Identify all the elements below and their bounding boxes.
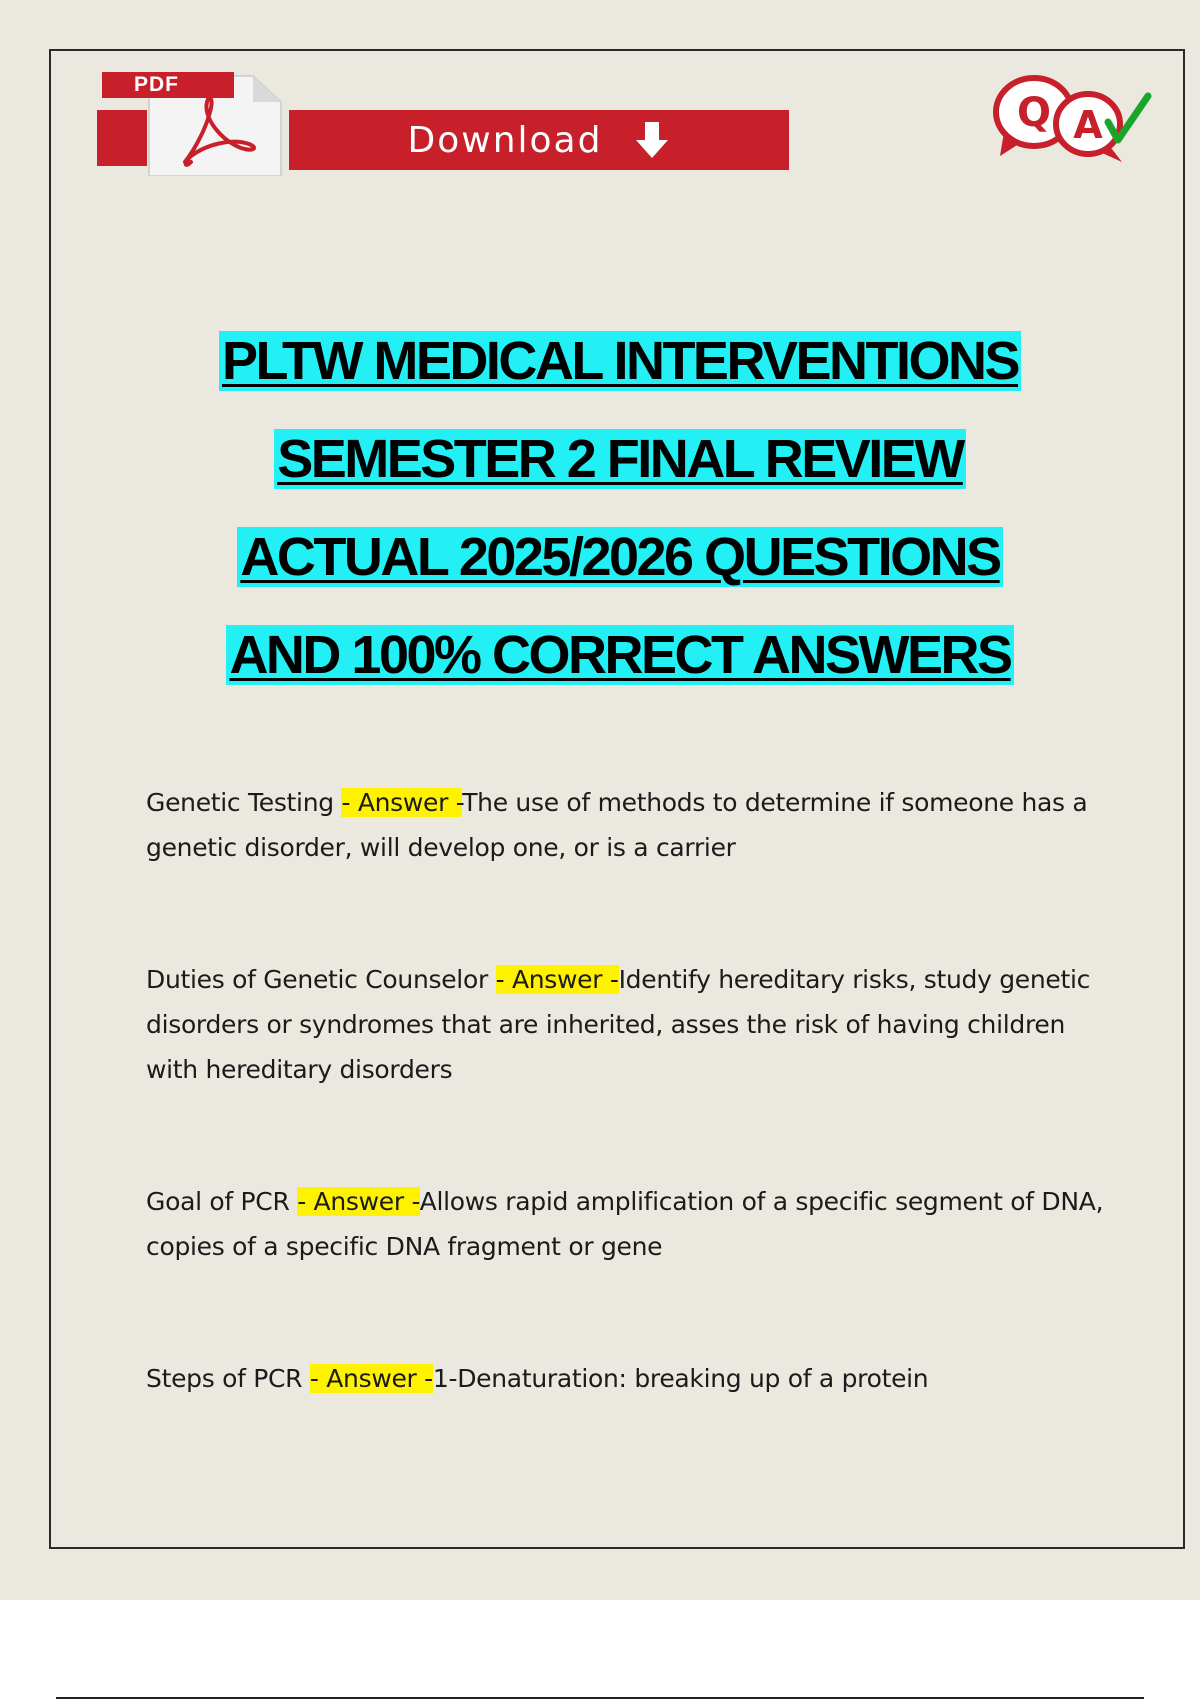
pdf-label: PDF bbox=[102, 72, 234, 98]
download-button[interactable] bbox=[289, 110, 789, 170]
question-term: Goal of PCR bbox=[146, 1187, 298, 1216]
qa-item-steps-of-pcr bbox=[146, 1356, 1106, 1401]
arrow-down-icon bbox=[634, 120, 670, 160]
qa-logo bbox=[990, 70, 1160, 170]
question-term: Steps of PCR bbox=[146, 1364, 310, 1393]
logo-letter-a: A bbox=[1073, 103, 1103, 147]
qa-checkmark-logo bbox=[990, 70, 1160, 170]
qa-item-goal-of-pcr bbox=[146, 1179, 1106, 1269]
answer-marker: - Answer - bbox=[341, 788, 463, 817]
document-title bbox=[100, 312, 1140, 704]
answer-text: The use of methods to determine if someone has a genetic disorder, will develop one, or is a carrier bbox=[146, 788, 1088, 862]
download-label: Download bbox=[407, 119, 603, 161]
pdf-download-banner[interactable] bbox=[97, 70, 797, 180]
answer-marker: - Answer - bbox=[309, 1364, 433, 1393]
qa-item-genetic-testing bbox=[146, 780, 1106, 870]
banner-left-bar bbox=[97, 110, 147, 166]
answer-marker: - Answer - bbox=[495, 965, 619, 994]
title-line-3: ACTUAL 2025/2026 QUESTIONS bbox=[237, 527, 1002, 587]
title-line-1: PLTW MEDICAL INTERVENTIONS bbox=[219, 331, 1021, 391]
title-line-2: SEMESTER 2 FINAL REVIEW bbox=[274, 429, 966, 489]
question-term: Genetic Testing bbox=[146, 788, 342, 817]
bottom-divider bbox=[56, 1697, 1144, 1699]
question-term: Duties of Genetic Counselor bbox=[146, 965, 496, 994]
answer-text: Allows rapid amplification of a specific segment of DNA, copies of a specific DNA fragment or gene bbox=[146, 1187, 1104, 1261]
title-line-4: AND 100% CORRECT ANSWERS bbox=[226, 625, 1013, 685]
logo-letter-q: Q bbox=[1016, 90, 1052, 136]
qa-item-genetic-counselor bbox=[146, 957, 1106, 1092]
answer-marker: - Answer - bbox=[297, 1187, 420, 1216]
answer-text: Identify hereditary risks, study genetic disorders or syndromes that are inherited, asses the risk of having children with hereditary disorders bbox=[146, 965, 1091, 1084]
answer-text: 1-Denaturation: breaking up of a protein bbox=[432, 1364, 929, 1393]
